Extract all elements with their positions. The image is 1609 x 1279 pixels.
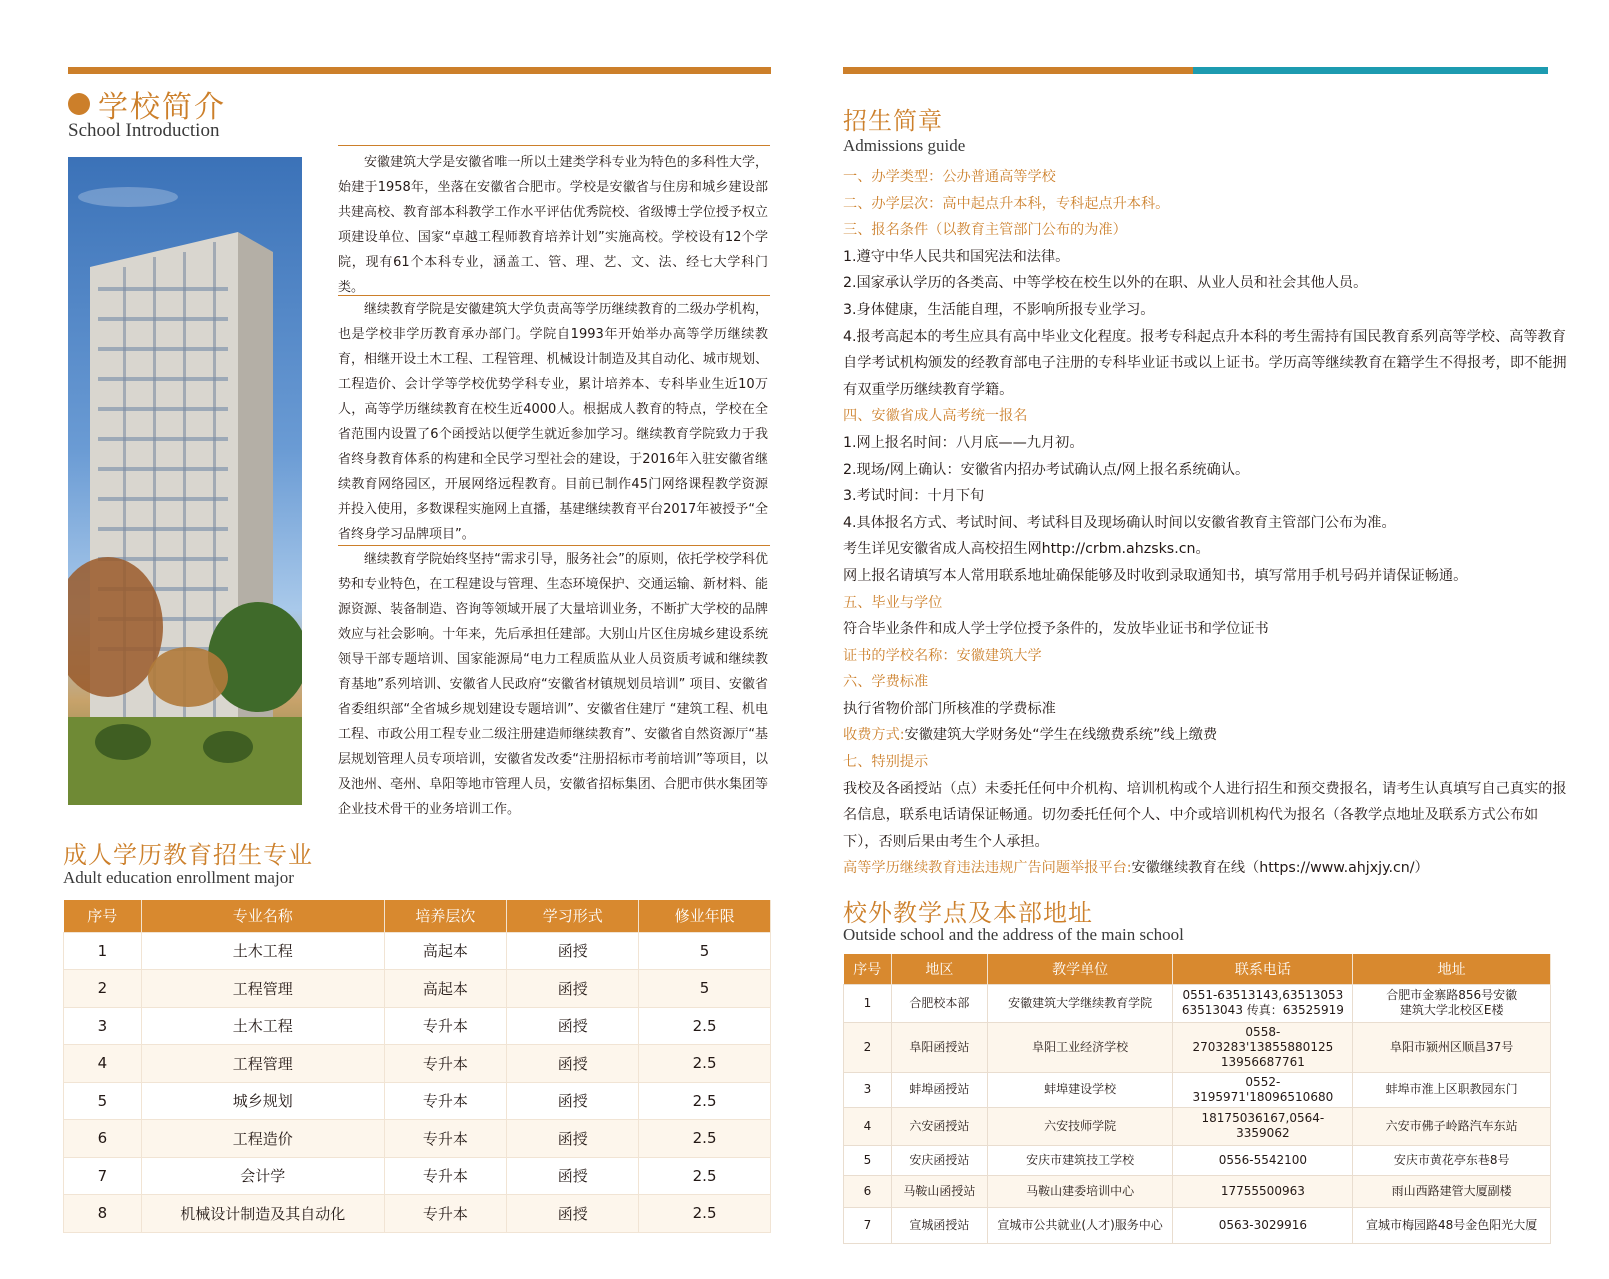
table-cell: 蚌埠市淮上区职教园东门 [1353, 1072, 1551, 1107]
table-cell: 18175036167,0564-3359062 [1173, 1107, 1353, 1145]
table-cell: 2.5 [639, 1007, 771, 1045]
table-row [844, 1022, 1551, 1072]
table-cell: 2.5 [639, 1195, 771, 1233]
table-row [844, 1107, 1551, 1145]
intro-divider [338, 545, 770, 546]
table-cell: 机械设计制造及其自动化 [141, 1195, 384, 1233]
locations-table-header [844, 954, 1551, 984]
table-cell: 专升本 [384, 1007, 507, 1045]
admissions-line: 六、学费标准 [843, 674, 929, 691]
table-cell: 2 [64, 970, 142, 1008]
admissions-line: 一、办学类型：公办普通高等学校 [843, 169, 1056, 185]
admissions-line: 1.遵守中华人民共和国宪法和法律。 [843, 248, 1070, 265]
intro-paragraph-3: 继续教育学院始终坚持“需求引导，服务社会”的原则，依托学校学科优势和专业特色，在工程建设与管理、生态环境保护、交通运输、新材料、能源资源、装备制造、咨询等领域开展了大量培训业务，不断扩大学校的品牌效应与社会影响。十年来，先后承担任建部。大别山片区住房城乡建设系统领导干部专题培训、国家能源局“电力工程质监从业人员资质考诚和继续教育基地”系列培训、安徽省人民政府“安徽省材镇规划员培训” 项目、安徽省省委组织部“全省城乡规划建设专题培训”、安徽省住建厅 “建筑工程、机电工程、市政公用工程专业二级注册建造师继续教育”、安徽省自然资源厅“基层规划管理人员专项培训，安徽省发改委“注册招标市考前培训”等项目，以及池州、亳州、阜阳等地市管理人员，安徽省招标集团、合肥市供水集团等企业技术骨干的业务培训工作。 [338, 552, 768, 817]
table-row [844, 984, 1551, 1022]
admissions-line: 3.身体健康，生活能自理，不影响所报专业学习。 [843, 301, 1155, 318]
majors-table-header [64, 900, 771, 932]
col-header: 教学单位 [987, 954, 1173, 984]
table-cell: 5 [64, 1082, 142, 1120]
admissions-line: 七、特别提示 [843, 754, 929, 771]
admissions-line: 我校及各函授站（点）未委托任何中介机构、培训机构或个人进行招生和预交费报名，请考生认真填写自己真实的报名信息，联系电话请保证畅通。切勿委托任何个人、中介或培训机构代为报名（各教学点地址及联系方式公布如下），否则后果由考生个人承担。 [843, 780, 1567, 850]
table-row [64, 1045, 771, 1083]
table-cell: 安庆市建筑技工学校 [987, 1145, 1173, 1175]
admissions-title: 招生简章 [843, 107, 943, 135]
table-cell: 宣城函授站 [891, 1207, 987, 1243]
col-header: 序号 [64, 900, 142, 932]
table-cell: 安庆函授站 [891, 1145, 987, 1175]
table-row [64, 1082, 771, 1120]
table-cell: 阜阳市颍州区顺昌37号 [1353, 1022, 1551, 1072]
bullet-dot-icon [68, 93, 90, 115]
col-header: 学习形式 [507, 900, 639, 932]
table-cell: 0558-2703283'13855880125 13956687761 [1173, 1022, 1353, 1072]
table-cell: 高起本 [384, 970, 507, 1008]
table-cell: 1 [64, 932, 142, 970]
table-cell: 函授 [507, 1157, 639, 1195]
table-row [64, 1007, 771, 1045]
table-cell: 六安市佛子岭路汽车东站 [1353, 1107, 1551, 1145]
admissions-line-text: 安徽建筑大学财务处“学生在线缴费系统”线上缴费 [904, 727, 1218, 744]
table-cell: 0552-3195971'18096510680 [1173, 1072, 1353, 1107]
table-row [64, 1195, 771, 1233]
table-cell: 专升本 [384, 1157, 507, 1195]
admissions-line: 考生详见安徽省成人高校招生网http://crbm.ahzsks.cn。 [843, 541, 1210, 558]
table-cell: 函授 [507, 1045, 639, 1083]
table-cell: 高起本 [384, 932, 507, 970]
majors-title: 成人学历教育招生专业 [63, 841, 313, 869]
table-row [64, 1157, 771, 1195]
table-row [64, 1120, 771, 1158]
table-cell: 7 [64, 1157, 142, 1195]
table-cell: 3 [64, 1007, 142, 1045]
locations-subtitle: Outside school and the address of the main school [843, 925, 1184, 944]
table-row [64, 932, 771, 970]
admissions-line: 二、办学层次：高中起点升本科，专科起点升本科。 [843, 195, 1170, 212]
table-cell: 合肥市金寨路856号安徽 建筑大学北校区E楼 [1353, 984, 1551, 1022]
majors-table [63, 900, 771, 1233]
table-cell: 2.5 [639, 1045, 771, 1083]
table-cell: 5 [844, 1145, 892, 1175]
col-header: 序号 [844, 954, 892, 984]
admissions-line [843, 722, 1568, 749]
intro-paragraph-1: 安徽建筑大学是安徽省唯一所以土建类学科专业为特色的多科性大学，始建于1958年，坐落在安徽省合肥市。学校是安徽省与住房和城乡建设部共建高校、教育部本科教学工作水平评估优秀院校、省级博士学位授予权立项建设单位、国家“卓越工程师教育培养计划”实施高校。学校设有12个学院，现有61个本科专业，涵盖工、管、理、艺、文、法、经七大学科门类。 [338, 155, 768, 295]
admissions-line: 符合毕业条件和成人学士学位授予条件的，发放毕业证书和学位证书 [843, 621, 1269, 638]
table-cell: 马鞍山建委培训中心 [987, 1175, 1173, 1207]
table-cell: 6 [64, 1120, 142, 1158]
table-cell: 2.5 [639, 1082, 771, 1120]
table-cell: 专升本 [384, 1120, 507, 1158]
table-cell: 1 [844, 984, 892, 1022]
table-cell: 0563-3029916 [1173, 1207, 1353, 1243]
admissions-line-text: 安徽继续教育在线（https://www.ahjxjy.cn/） [1131, 860, 1429, 877]
admissions-line: 4.具体报名方式、考试时间、考试科目及现场确认时间以安徽省教育主管部门公布为准。 [843, 514, 1396, 531]
table-cell: 工程管理 [141, 1045, 384, 1083]
intro-divider [338, 295, 770, 296]
admissions-line: 执行省物价部门所核准的学费标准 [843, 700, 1056, 717]
admissions-line [843, 855, 1568, 882]
table-cell: 函授 [507, 1120, 639, 1158]
col-header: 专业名称 [141, 900, 384, 932]
table-cell: 函授 [507, 970, 639, 1008]
majors-subtitle: Adult education enrollment major [63, 868, 294, 887]
admissions-line-label: 收费方式: [843, 727, 905, 744]
locations-table [843, 954, 1551, 1244]
col-header: 培养层次 [384, 900, 507, 932]
table-cell: 宣城市梅园路48号金色阳光大厦 [1353, 1207, 1551, 1243]
intro-paragraph-2: 继续教育学院是安徽建筑大学负责高等学历继续教育的二级办学机构，也是学校非学历教育承办部门。学院自1993年开始举办高等学历继续教育，相继开设土木工程、工程管理、机械设计制造及其自动化、城市规划、工程造价、会计学等学校优势学科专业，累计培养本、专科毕业生近10万人，高等学历继续教育在校生近4000人。根据成人教育的特点，学校在全省范围内设置了6个函授站以便学生就近参加学习。继续教育学院致力于我省终身教育体系的构建和全民学习型社会的建设，于2016年入驻安徽省继续教育网络园区，开展网络远程教育。目前已制作45门网络课程教学资源并投入使用，多数课程实施网上直播，基建继续教育平台2017年被授予“全省终身学习品牌项目”。 [338, 302, 768, 542]
campus-building-illustration [68, 157, 302, 805]
admissions-line-label: 高等学历继续教育违法违规广告问题举报平台: [843, 860, 1132, 877]
table-cell: 2.5 [639, 1120, 771, 1158]
table-cell: 城乡规划 [141, 1082, 384, 1120]
admissions-subtitle: Admissions guide [843, 136, 966, 155]
table-cell: 六安技师学院 [987, 1107, 1173, 1145]
admissions-line: 五、毕业与学位 [843, 594, 943, 611]
admissions-line: 四、安徽省成人高考统一报名 [843, 408, 1028, 425]
table-cell: 0556-5542100 [1173, 1145, 1353, 1175]
table-cell: 工程造价 [141, 1120, 384, 1158]
col-header: 地址 [1353, 954, 1551, 984]
table-cell: 雨山西路建管大厦副楼 [1353, 1175, 1551, 1207]
table-row [844, 1072, 1551, 1107]
table-cell: 2 [844, 1022, 892, 1072]
table-cell: 合肥校本部 [891, 984, 987, 1022]
table-cell: 土木工程 [141, 1007, 384, 1045]
table-cell: 阜阳工业经济学校 [987, 1022, 1173, 1072]
table-cell: 7 [844, 1207, 892, 1243]
table-cell: 专升本 [384, 1045, 507, 1083]
table-cell: 0551-63513143,63513053 63513043 传真：63525919 [1173, 984, 1353, 1022]
table-row [64, 970, 771, 1008]
table-cell: 8 [64, 1195, 142, 1233]
table-cell: 17755500963 [1173, 1175, 1353, 1207]
admissions-line: 3.考试时间：十月下旬 [843, 488, 985, 505]
admissions-line: 网上报名请填写本人常用联系地址确保能够及时收到录取通知书，填写常用手机号码并请保证畅通。 [843, 567, 1468, 584]
table-cell: 函授 [507, 1007, 639, 1045]
admissions-line: 4.报考高起本的考生应具有高中毕业文化程度。报考专科起点升本科的考生需持有国民教育系列高等学校、高等教育自学考试机构颁发的经教育部电子注册的专科毕业证书或以上证书。学历高等继续教育在籍学生不得报考，即不能拥有双重学历继续教育学籍。 [843, 328, 1567, 398]
table-cell: 专升本 [384, 1195, 507, 1233]
table-cell: 函授 [507, 1195, 639, 1233]
admissions-line: 2.现场/网上确认：安徽省内招办考试确认点/网上报名系统确认。 [843, 461, 1250, 478]
table-cell: 4 [64, 1045, 142, 1083]
right-top-bar-teal [1193, 67, 1548, 74]
table-cell: 马鞍山函授站 [891, 1175, 987, 1207]
table-cell: 土木工程 [141, 932, 384, 970]
admissions-line: 证书的学校名称：安徽建筑大学 [843, 647, 1042, 664]
table-cell: 六安函授站 [891, 1107, 987, 1145]
table-cell: 2.5 [639, 1157, 771, 1195]
table-cell: 函授 [507, 1082, 639, 1120]
table-cell: 阜阳函授站 [891, 1022, 987, 1072]
table-row [844, 1145, 1551, 1175]
col-header: 修业年限 [639, 900, 771, 932]
table-cell: 会计学 [141, 1157, 384, 1195]
table-cell: 专升本 [384, 1082, 507, 1120]
admissions-line: 2.国家承认学历的各类高、中等学校在校生以外的在职、从业人员和社会其他人员。 [843, 275, 1368, 292]
table-cell: 工程管理 [141, 970, 384, 1008]
admissions-line: 1.网上报名时间：八月底——九月初。 [843, 434, 1084, 451]
campus-building-photo [68, 157, 302, 805]
table-cell: 蚌埠函授站 [891, 1072, 987, 1107]
intro-subtitle: School Introduction [68, 120, 220, 141]
intro-divider [338, 145, 770, 146]
table-cell: 3 [844, 1072, 892, 1107]
admissions-line: 三、报名条件（以教育主管部门公布的为准） [843, 222, 1127, 239]
col-header: 地区 [891, 954, 987, 984]
table-cell: 安庆市黄花亭东巷8号 [1353, 1145, 1551, 1175]
left-top-bar [68, 67, 771, 74]
table-cell: 蚌埠建设学校 [987, 1072, 1173, 1107]
locations-title: 校外教学点及本部地址 [843, 899, 1093, 927]
table-cell: 5 [639, 970, 771, 1008]
table-cell: 5 [639, 932, 771, 970]
table-cell: 安徽建筑大学继续教育学院 [987, 984, 1173, 1022]
admissions-body [843, 164, 1568, 882]
table-cell: 6 [844, 1175, 892, 1207]
col-header: 联系电话 [1173, 954, 1353, 984]
table-row [844, 1175, 1551, 1207]
table-cell: 4 [844, 1107, 892, 1145]
right-top-bar-orange [843, 67, 1193, 74]
intro-title: 学校简介 [98, 90, 226, 125]
table-cell: 函授 [507, 932, 639, 970]
table-row [844, 1207, 1551, 1243]
table-cell: 宣城市公共就业(人才)服务中心 [987, 1207, 1173, 1243]
